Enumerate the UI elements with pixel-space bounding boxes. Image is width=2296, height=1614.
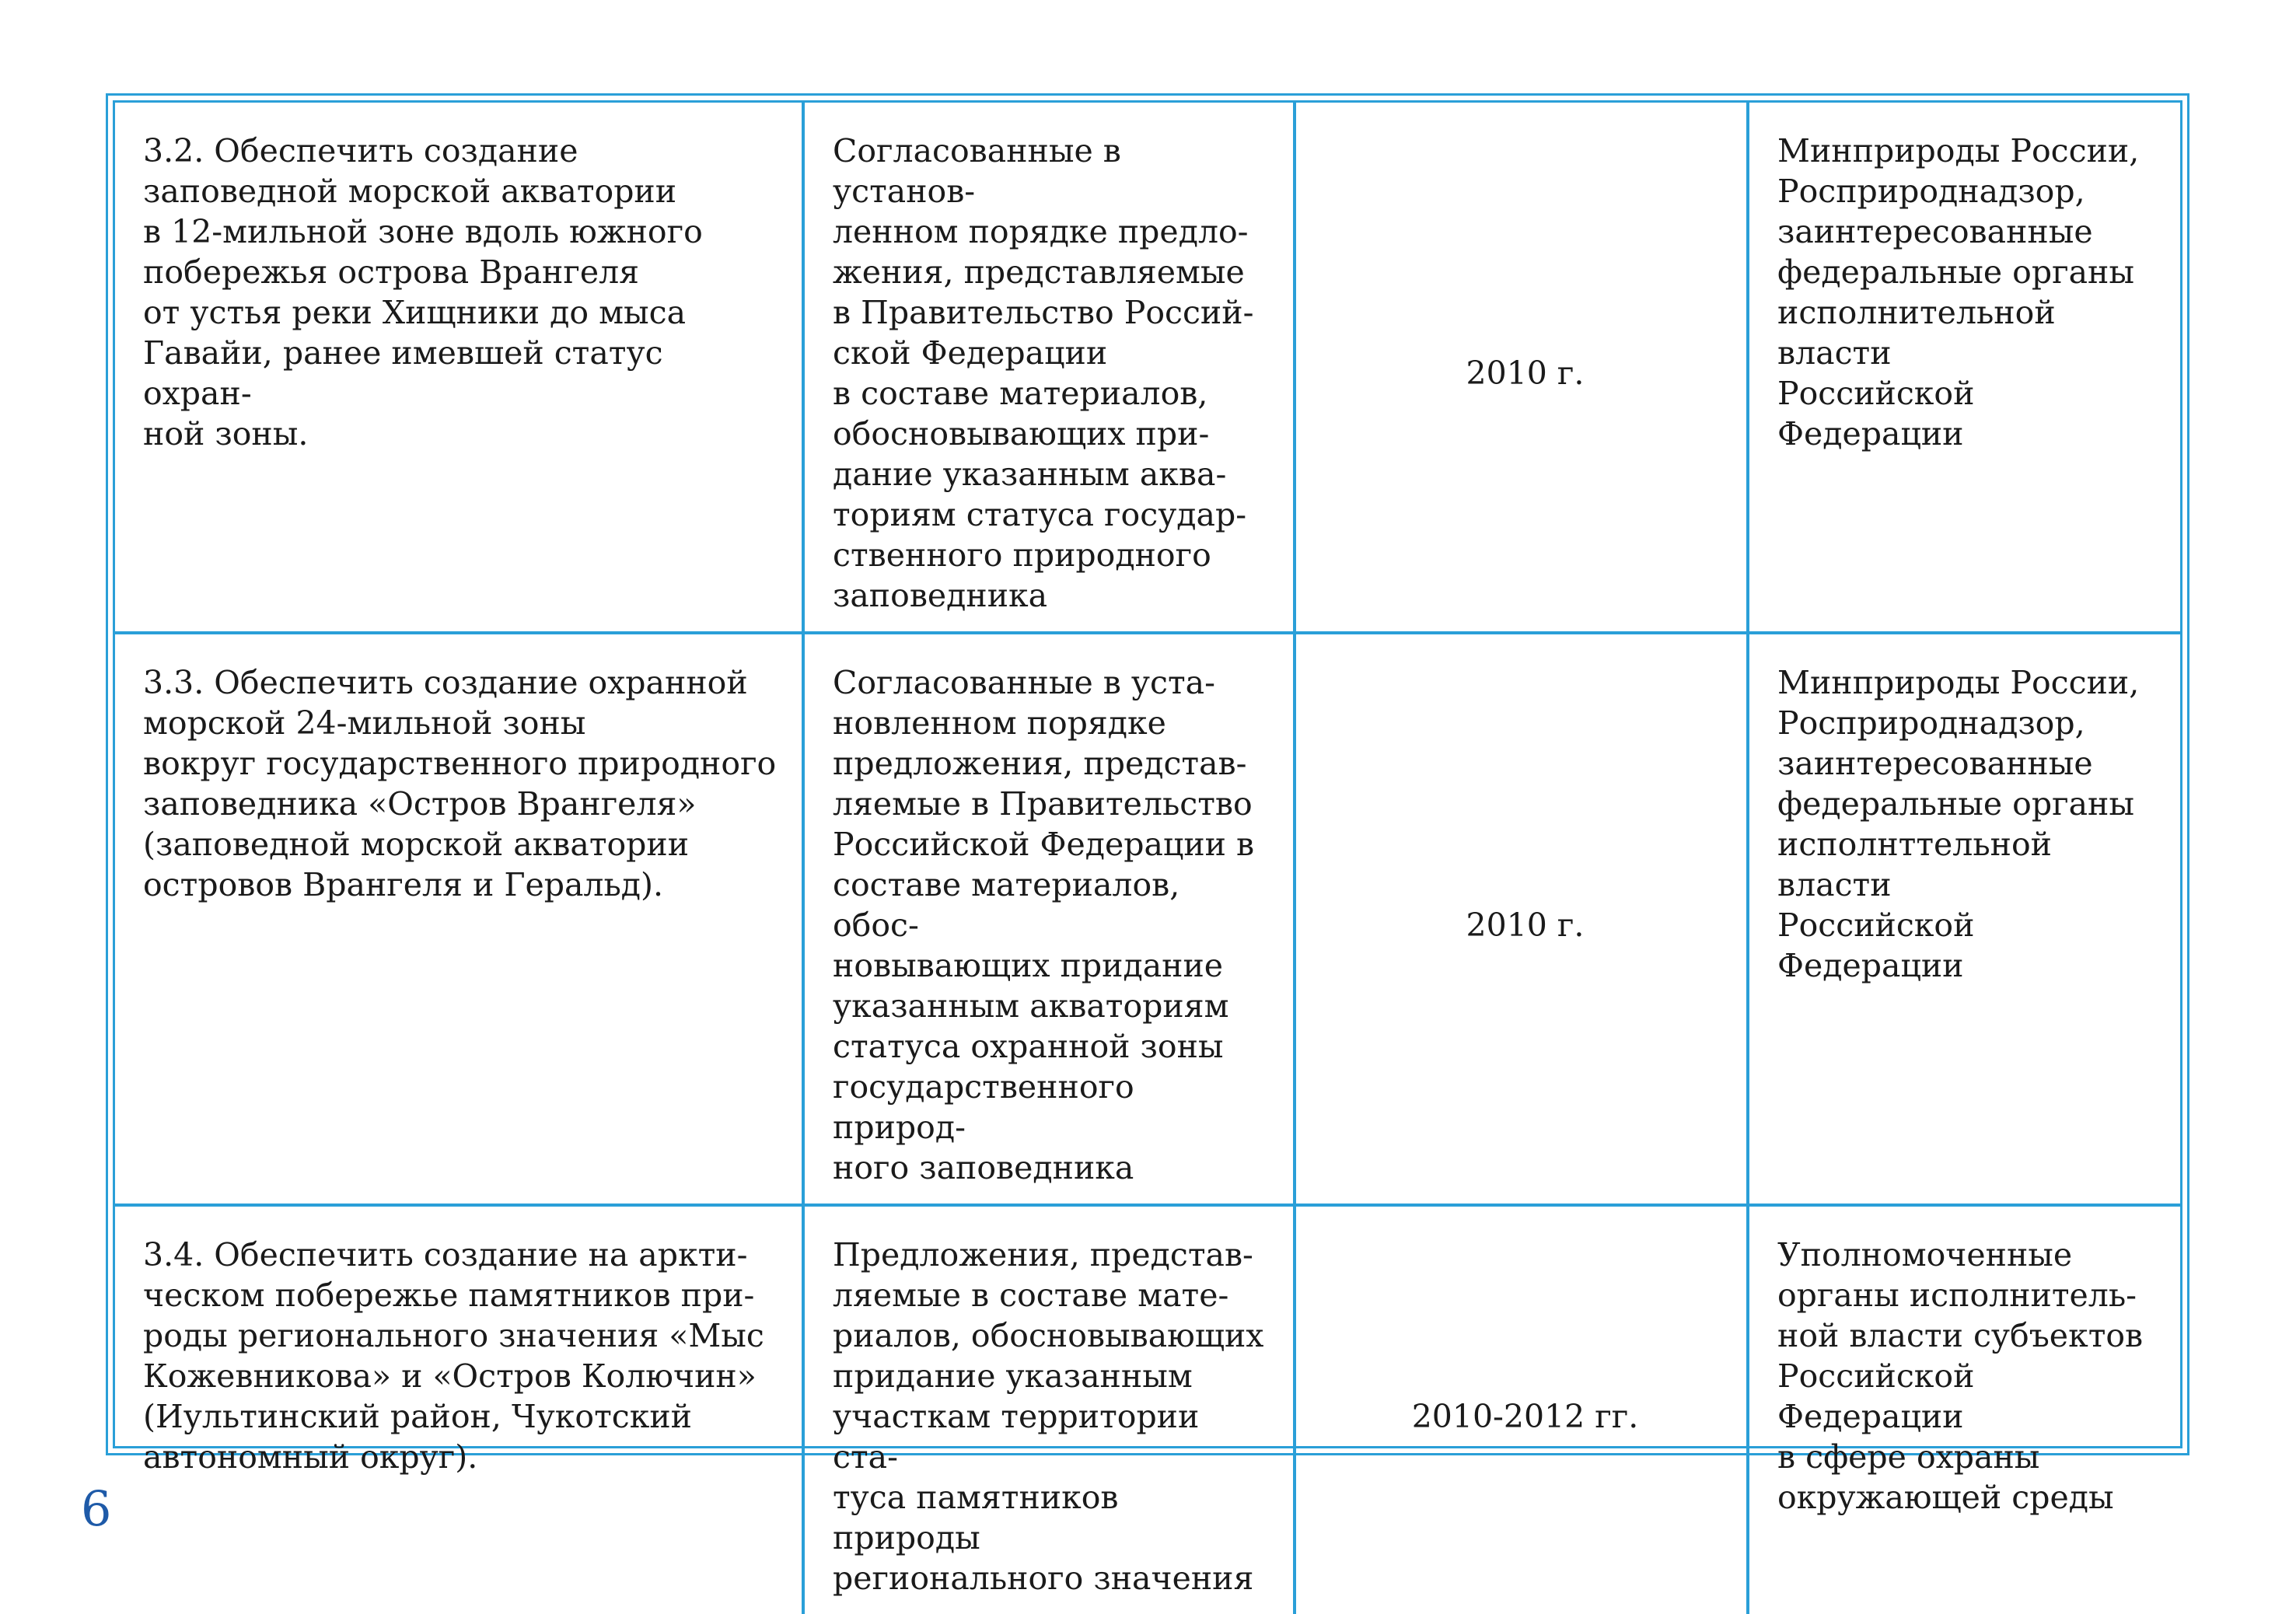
result-text: Согласованные в уста- новленном порядке предложения, представ- ляемые в Правительство Российской Федерации в составе материалов, обос- новывающих придание указанным акваториям статуса охранной зоны государственного природ- ного заповедника: [833, 664, 1255, 1186]
table-frame: [106, 93, 2189, 1597]
deadline-text: 2010 г.: [1466, 907, 1585, 944]
page-number: 6: [81, 1480, 112, 1537]
responsible-cell: [1748, 633, 2180, 1205]
result-cell: [803, 1205, 1295, 1614]
responsible-text: Уполномоченные органы исполнитель- ной власти субъектов Российской Федерации в сфере охраны окружающей среды: [1777, 1236, 2144, 1516]
task-text: 3.3. Обеспечить создание охранной морской 24-мильной зоны вокруг государственного природного заповедника «Остров Врангеля» (заповедной морской акватории островов Врангеля и Геральд).: [143, 664, 777, 903]
measures-table: [115, 103, 2180, 1614]
responsible-text: Минприроды России, Росприроднадзор, заинтересованные федеральные органы исполнттельной власти Российской Федерации: [1777, 664, 2140, 984]
table-row: [115, 1205, 2180, 1614]
table-inner-frame: [113, 100, 2182, 1597]
result-text: Согласованные в установ- ленном порядке предло- жения, представляемые в Правительство Россий- ской Федерации в составе материалов, обосновывающих при- дание указанным аква- ториям статуса государ- ственного природного заповедника: [833, 132, 1254, 614]
deadline-cell: [1295, 633, 1748, 1205]
result-text: Предложения, представ- ляемые в составе мате- риалов, обосновывающих придание указанным участкам территории ста- туса памятников природы регионального значения: [833, 1236, 1264, 1597]
task-cell: [115, 1205, 803, 1614]
deadline-text: 2010 г.: [1466, 355, 1585, 392]
task-text: 3.2. Обеспечить создание заповедной морской акватории в 12-мильной зоне вдоль южного побережья острова Врангеля от устья реки Хищники до мыса Гавайи, ранее имевшей статус охран- ной зоны.: [143, 132, 703, 452]
deadline-cell: [1295, 103, 1748, 633]
task-cell: [115, 633, 803, 1205]
table-row: [115, 633, 2180, 1205]
responsible-text: Минприроды России, Росприроднадзор, заинтересованные федеральные органы исполнительной власти Российской Федерации: [1777, 132, 2140, 452]
task-text: 3.4. Обеспечить создание на аркти- ческом побережье памятников при- роды регионального значения «Мыс Кожевникова» и «Остров Колючин» (Иультинский район, Чукотский автономный округ).: [143, 1236, 764, 1476]
task-cell: [115, 103, 803, 633]
result-cell: [803, 103, 1295, 633]
deadline-text: 2010-2012 гг.: [1411, 1398, 1639, 1435]
deadline-cell: [1295, 1205, 1748, 1614]
responsible-cell: [1748, 103, 2180, 633]
table-row: [115, 103, 2180, 633]
responsible-cell: [1748, 1205, 2180, 1614]
result-cell: [803, 633, 1295, 1205]
